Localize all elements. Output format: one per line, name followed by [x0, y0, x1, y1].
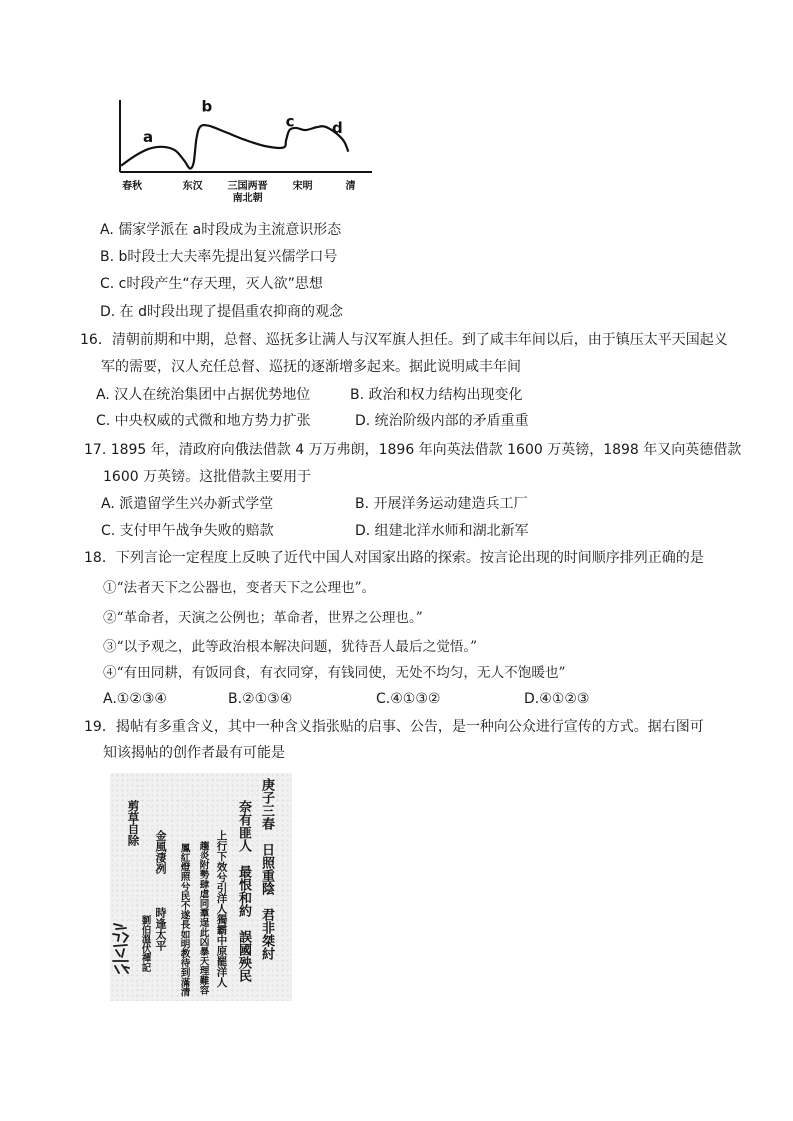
q19-stem-line-1: 19．揭帖有多重含义，其中一种含义指张贴的启事、公告，是一种向公众进行宣传的方式。据右图可 — [84, 719, 704, 735]
q16-option-c: C. 中央权威的式微和地方势力扩张 — [96, 413, 311, 429]
q17-option-c: C. 支付甲午战争失败的赔款 — [101, 523, 274, 539]
q17-stem-line-1: 17. 1895 年，清政府向俄法借款 4 万万弗朗，1896 年向英法借款 1600 万英镑，1898 年又向英德借款 — [84, 442, 742, 458]
q16-option-a: A. 汉人在统治集团中占据优势地位 — [96, 387, 311, 403]
q17-option-a: A. 派遣留学生兴办新式学堂 — [101, 496, 274, 512]
q15-option-a: A. 儒家学派在 a时段成为主流意识形态 — [100, 222, 342, 238]
q16-option-d: D. 统治阶级内部的矛盾重重 — [355, 413, 529, 429]
chart-annotation-d: d — [331, 118, 343, 137]
q19-stem-line-2: 知该揭帖的创作者最有可能是 — [103, 745, 285, 761]
poster-column-1: 庚子三春 日照重陰 君非桀紂 — [259, 778, 274, 960]
x-tick-sublabel: 南北朝 — [232, 193, 263, 204]
poster-column-4: 趨炎附勢肆虐同羣逞此凶暴天理難容 — [197, 841, 209, 995]
q17-option-d: D. 组建北洋水师和湖北新军 — [355, 523, 529, 539]
q17-stem-line-2: 1600 万英镑。这批借款主要用于 — [103, 469, 312, 485]
q18-stem: 18．下列言论一定程度上反映了近代中国人对国家出路的探索。按言论出现的时间顺序排列正确的是 — [84, 550, 704, 566]
x-tick-label: 东汉 — [182, 181, 203, 192]
q17-option-b: B. 开展洋务运动建造兵工厂 — [355, 496, 528, 512]
q16-stem-line-1: 16．清朝前期和中期，总督、巡抚多让满人与汉军旗人担任。到了咸丰年间以后，由于镇压太平天国起义 — [80, 332, 728, 348]
poster-column-5: 鳳紅燈照兮民不遂長如明教待到滿清 — [178, 843, 190, 997]
q15-option-c: C. c时段产生“存天理，灭人欲”思想 — [100, 276, 323, 292]
chart-curve-0 — [121, 125, 348, 168]
q18-statement-2: ②“革命者，天演之公例也；革命者，世界之公理也。” — [103, 610, 423, 626]
q18-statement-1: ①“法者天下之公器也，变者天下之公理也”。 — [103, 580, 376, 596]
x-tick-label: 清 — [345, 181, 356, 192]
q18-statement-4: ④“有田同耕，有饭同食，有衣同穿，有钱同使，无处不均匀，无人不饱暖也” — [103, 665, 566, 681]
chart-annotation-b: b — [201, 97, 213, 116]
q15-line-chart — [100, 90, 390, 210]
x-tick-label: 春秋 — [122, 181, 143, 192]
q18-option-b: B.②①③④ — [228, 691, 293, 707]
q16-stem-line-2: 军的需要，汉人充任总督、巡抚的逐渐增多起来。据此说明咸丰年间 — [101, 359, 521, 375]
q18-option-d: D.④①②③ — [524, 691, 590, 707]
poster-column-7: 剪草自除 — [126, 800, 141, 846]
poster-ink-mark — [110, 921, 132, 977]
poster-column-6: 金風淒冽 時逢太平 — [154, 830, 167, 951]
x-tick-label: 宋明 — [292, 181, 313, 192]
x-tick-label: 三国两晋 — [227, 181, 268, 192]
q15-option-b: B. b时段士大夫率先提出复兴儒学口号 — [100, 249, 338, 265]
poster-signature: 劉伯溫伏禪記 — [139, 915, 151, 972]
q18-statement-3: ③“以予观之，此等政治根本解决问题，犹待吾人最后之觉悟。” — [103, 639, 478, 655]
q16-option-b: B. 政治和权力结构出现变化 — [350, 387, 523, 403]
q19-handwritten-poster-image — [110, 773, 292, 1001]
poster-column-2: 奈有匪人 最恨和約 誤國殃民 — [236, 800, 251, 982]
q15-option-d: D. 在 d时段出现了提倡重农抑商的观念 — [100, 304, 344, 320]
chart-annotation-a: a — [142, 128, 154, 147]
q18-option-a: A.①②③④ — [103, 691, 167, 707]
q18-option-c: C.④①③② — [376, 691, 441, 707]
poster-column-3: 上行下效兮引洋人獨霸中原罷洋人 — [215, 830, 228, 988]
chart-annotation-c: c — [285, 112, 295, 131]
